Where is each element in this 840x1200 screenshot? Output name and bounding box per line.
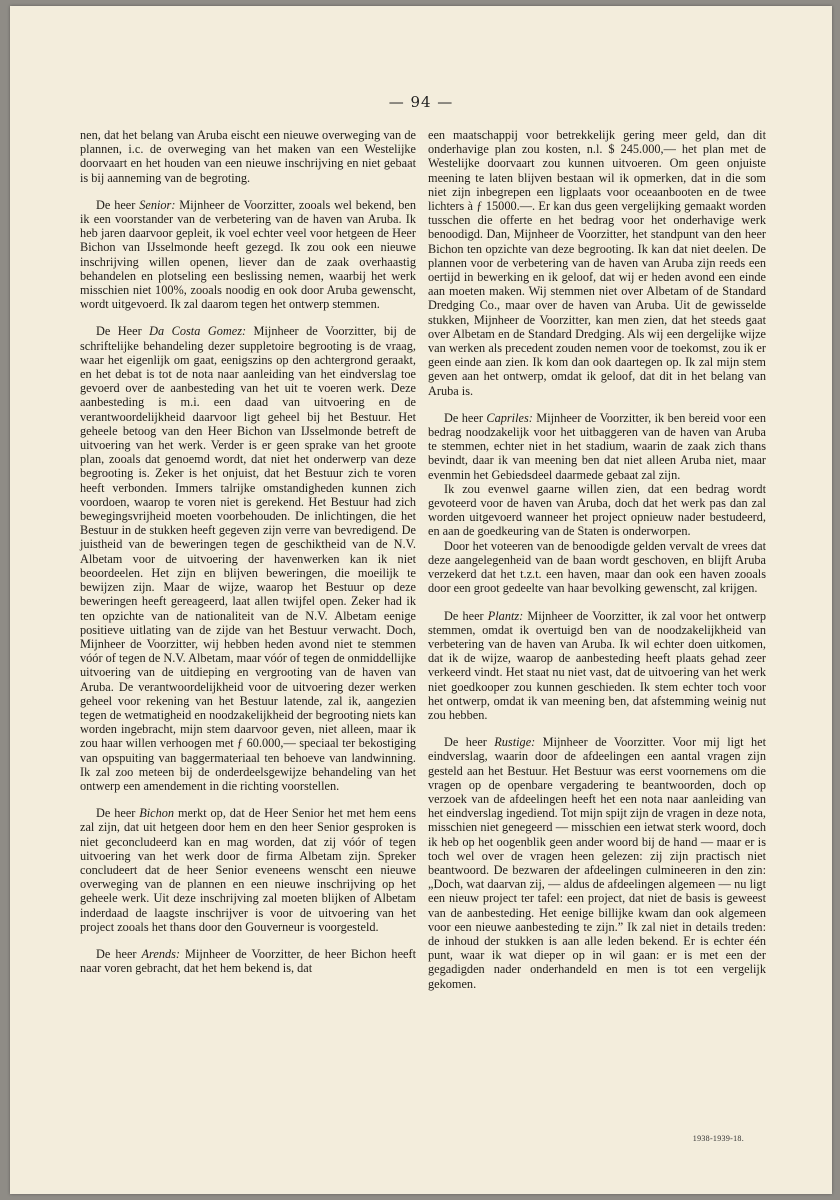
speaker-name: Capriles: <box>486 410 533 425</box>
document-page <box>10 6 832 1194</box>
paragraph: De heer Bichon merkt op, dat de Heer Senior het met hem eens zal zijn, dat uit hetgeen door hem en den heer Senior gesproken is niet geconcludeerd kan en mag worden, dat zij vóór of tegen uitvoering van het werk door de firma Albetam zijn. Spreker concludeert dat de heer Senior eveneens wenscht een nieuwe overweging van de plannen en een nieuwe inschrijving op het geheele werk. Uit deze inschrijving zal moeten blijken of Albetam inderdaad de laagste inschrijver is voor de uitvoering van het project zooals het thans door den Gouverneur is voorgesteld. <box>80 806 416 934</box>
speaker-name: Arends: <box>141 946 181 961</box>
right-column <box>428 128 766 991</box>
paragraph: De Heer Da Costa Gomez: Mijnheer de Voorzitter, bij de schriftelijke behandeling dezer suppletoire begrooting is de vraag, waar het eigenlijk om gaat, eenigszins op den achtergrond geraakt, en het debat is tot de nota naar aanleiding van het eindverslag toe gevoerd over de aanbesteding van het uit te voeren werk. Deze aanbesteding is m.i. een daad van uitvoering en de verantwoordelijkheid daarvoor ligt geheel bij het Bestuur. Het geheele betoog van den Heer Bichon van IJsselmonde betreft de uitvoering van het werk. Verder is er geen sprake van het groote plan, zooals dat genoemd wordt, dat niet het onderwerp van deze begrooting is. Zeker is het onjuist, dat het Bestuur zich te voren heeft verbonden. Immers talrijke omstandigheden kunnen zich voordoen, waarop te voren niet is gerekend. Het Bestuur had zich bewegingsvrijheid moeten voorbehouden. De inlichtingen, die het Bestuur in de stukken heeft gegeven zijn verre van bevredigend. De juistheid van de beweringen tegen de geschiktheid van de N.V. Albetam voor de uitvoering der havenwerken kan ik niet beoordeelen. Het zijn en blijven beweringen, die moeilijk te bewijzen zijn. Maar de wijze, waarop het Bestuur op deze beweringen heeft gereageerd, laat allen twijfel open. Zeker had ik ten opzichte van de nationaliteit van de N.V. Albetam eenige positieve uitlating van de zijde van het Bestuur verwacht. Doch, Mijnheer de Voorzitter, wij hebben heden avond niet te stemmen vóór of tegen de N.V. Albetam, maar vóór of tegen de onmiddellijke uitvoering van de uitdieping en vergrooting van de haven van Aruba. De verantwoordelijkheid voor de uitvoering dezer werken geheel voor rekening van het Bestuur latende, zal ik, aangezien tegen de wetmatigheid en noodzakelijkheid der begrooting niets kan worden ingebracht, mijn stem daarvoor geven, niet alleen, maar ik zou haar willen verhoogen met ƒ 60.000,— speciaal ter bekostiging van opspuiting van baggermateriaal ten behoeve van landwinning. Ik zal zoo meteen bij de onderdeelsgewijze behandeling van het ontwerp een amendement in die richting voorstellen. <box>80 324 417 793</box>
left-column <box>80 128 416 975</box>
paragraph: Door het voteeren van de benoodigde gelden vervalt de vrees dat deze aangelegenheid van de baan wordt geschoven, en blijft Aruba verzekerd dat het t.z.t. een haven, maar dan ook een haven zooals door een groot gedeelte van haar bevolking gewenscht, zal krijgen. <box>428 538 766 596</box>
paragraph: De heer Rustige: Mijnheer de Voorzitter. Voor mij ligt het eindverslag, waarin door de afdeelingen een aantal vragen zijn gesteld aan het Bestuur. Het Bestuur was eerst voornemens om die vragen op de openbare vergadering te beantwoorden, doch op verzoek van de afdeelingen heeft het een nota naar aanleiding van het eindverslag ingediend. Tot mijn spijt zijn de vragen in deze nota, misschien niet genegeerd — misschien een ietwat sterk woord, doch ik heb op het oogenblik geen ander woord bij de hand — maar er is toch wel over de vragen heen gelezen: zij zijn practisch niet beantwoord. De bezwaren der afdeelingen culmineeren in den zin: „Doch, wat daarvan zij, — aldus de afdeelingen algemeen — nu ligt een nieuw project ter tafel: een project, dat niet de basis is geweest van de aanbesteding. Het eenige billijke kwam dan ook algemeen voor een nieuwe aanbesteding te zijn.” Ik zal niet in details treden: de inhoud der stukken is aan alle leden bekend. Er is echter één punt, waar ik wat dieper op in wil gaan: er is met een der gegadigden nader onderhandeld en men is tot een vergelijk gekomen. <box>428 735 766 991</box>
archive-code: 1938-1939-18. <box>692 1134 744 1143</box>
paragraph: een maatschappij voor betrekkelijk gering meer geld, dan dit onderhavige plan zou kosten, n.l. $ 245.000,— het plan met de Westelijke doorvaart zou kunnen uitvoeren. Om geen onjuiste meening te laten blijven bestaan wil ik opmerken, dat in die som niet zijn inbegrepen een ligplaats voor oceaanbooten en de twee lichters à ƒ 15000.—. Er kan dus geen vergelijking gemaakt worden tusschen die offerte en het bedrag voor het onderhavige werk benoodigd. Dan, Mijnheer de Voorzitter, het standpunt van den heer Bichon ten opzichte van deze begrooting. Ik kan dat niet deelen. De plannen voor de verbetering van de haven van Aruba zijn reeds een oertijd in bewerking en ik geloof, dat wij er heden avond een einde aan moeten maken. Wij stemmen niet over Albetam of de Standard Dredging Co., maar over de haven van Aruba. Uit de gewisselde stukken, Mijnheer de Voorzitter, kan men zien, dat het steeds gaat over Albetam en de Standard Dredging. Als wij een dergelijke wijze van werken als precedent zouden nemen voor de toekomst, zou ik er geen einde aan zien. Ik kom dan ook daartegen op. Ik zal mijn stem geven aan het ontwerp, omdat ik geloof, dat dit in het belang van Aruba is. <box>428 128 766 398</box>
paragraph: De heer Arends: Mijnheer de Voorzitter, de heer Bichon heeft naar voren gebracht, dat het hem bekend is, dat <box>80 946 417 976</box>
speaker-name: Da Costa Gomez: <box>149 324 247 339</box>
speaker-name: Bichon <box>139 806 175 821</box>
paragraph: Ik zou evenwel gaarne willen zien, dat een bedrag wordt gevoteerd voor de haven van Aruba, doch dat het werk pas dan zal worden uitgevoerd wanneer het project opnieuw nader bestudeerd, en aan de goedkeuring van de Staten is onderworpen. <box>428 481 766 539</box>
speaker-name: Rustige: <box>494 735 536 750</box>
paragraph: De heer Plantz: Mijnheer de Voorzitter, ik zal voor het ontwerp stemmen, omdat ik overtuigd ben van de noodzakelijkheid van verbetering van de haven van Aruba. Ik wil echter doen uitkomen, dat ik de wijze, waarop de aanbesteding heeft plaats gehad zeer verkeerd vindt. Het staat nu niet vast, dat de uitvoering van het werk niet goedkooper zou kunnen geschieden. Ik stem echter toch voor het ontwerp, omdat ik van meening ben, dat afstemming weinig nut zou hebben. <box>428 608 766 722</box>
page-number: — 94 — <box>388 93 454 111</box>
speaker-name: Plantz: <box>487 608 524 623</box>
paragraph: nen, dat het belang van Aruba eischt een nieuwe overweging van de plannen, i.c. de overweging van het maken van een Westelijke doorvaart en het houden van een nieuwe inschrijving en niet gebaat is bij aanneming van de begroting. <box>80 128 416 185</box>
paragraph: De heer Senior: Mijnheer de Voorzitter, zooals wel bekend, ben ik een voorstander van de verbetering van de haven van Aruba. Ik heb jaren daarvoor gepleit, ik voel echter veel voor hetgeen de Heer Bichon van IJsselmonde heeft gezegd. Ik zou ook een nieuwe inschrijving willen openen, liever dan de zaak overhaastig behandelen en plotseling een beslissing nemen, waarbij het werk misschien niet 100%, zooals noodig en ook door Aruba gewenscht, wordt uitgevoerd. Ik zal daarom tegen het ontwerp stemmen. <box>80 197 416 312</box>
speaker-name: Senior: <box>139 197 176 212</box>
paragraph: De heer Capriles: Mijnheer de Voorzitter, ik ben bereid voor een bedrag noodzakelijk voor het uitbaggeren van de haven van Aruba te stemmen, echter niet in het stadium, waarin de zaak zich thans bevindt, daar ik van meening ben dat niet alleen Aruba niet, maar evenmin het Gebiedsdeel daarmede gebaat zal zijn. <box>428 410 766 482</box>
